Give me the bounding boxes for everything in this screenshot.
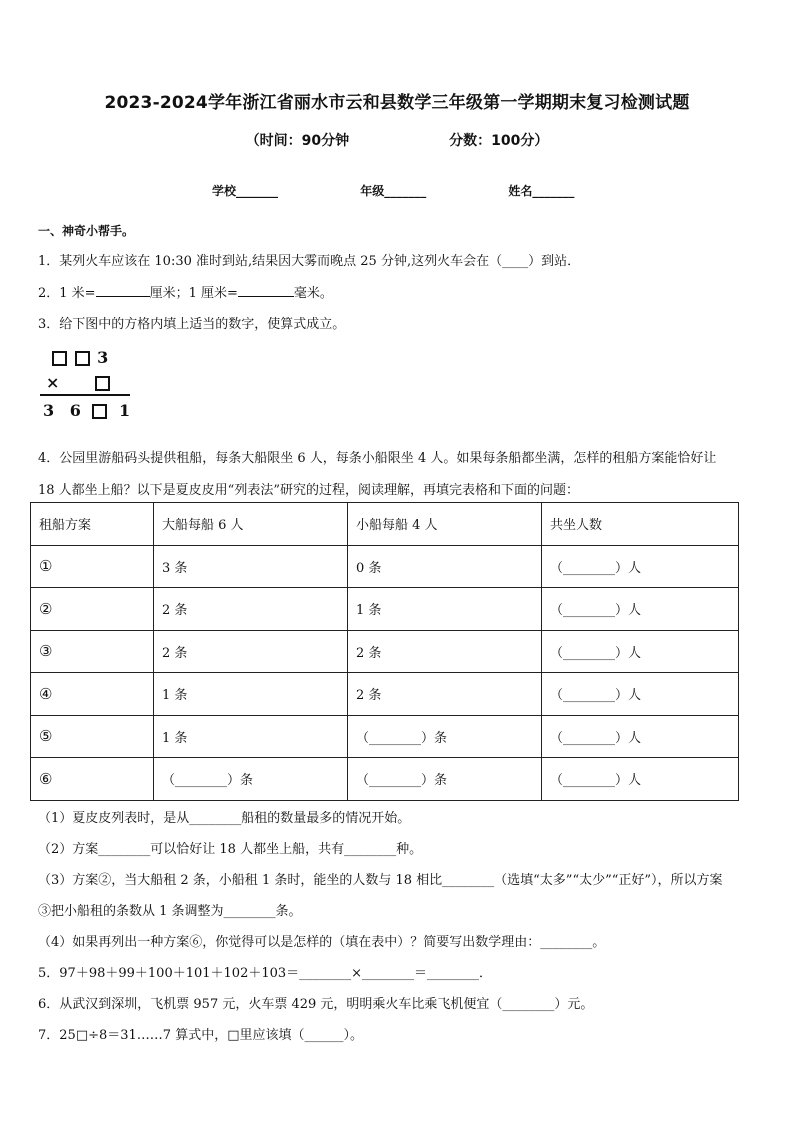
table-cell-blank[interactable]: （________）人 [542,545,739,588]
answer-blank[interactable] [96,284,150,297]
table-cell: 1 条 [348,588,542,631]
question-2-part-a: 2．1 米= [38,286,96,301]
question-2-part-c: 毫米。 [293,286,333,301]
table-row [31,588,739,631]
student-info [212,182,574,199]
question-4-line-2: 18 人都坐上船？以下是夏皮皮用“列表法”研究的过程，阅读理解，再填完表格和下面的问题： [38,483,579,498]
answer-blank[interactable] [238,284,294,297]
table-header: 租船方案 [31,503,154,546]
question-1: 1．某列火车应该在 10:30 准时到站,结果因大雾而晚点 25 分钟,这列火车会在（____）到站． [38,254,581,269]
table-cell: 2 条 [154,630,348,673]
page-title: 2023-2024学年浙江省丽水市云和县数学三年级第一学期期末复习检测试题 [104,93,690,113]
sub-question-1: （1）夏皮皮列表时，是从________船租的数量最多的情况开始。 [38,811,411,826]
table-row [31,758,739,801]
table-cell: 2 条 [154,588,348,631]
plan-number: ① [31,545,154,588]
digit-box[interactable] [95,376,110,391]
digit-box[interactable] [92,404,107,419]
sub-question-4: （4）如果再列出一种方案⑥，你觉得可以是怎样的（填在表中）？简要写出数学理由：________。 [38,935,606,950]
table-cell-blank[interactable]: （________）人 [542,715,739,758]
table-cell-blank[interactable]: （________）条 [348,715,542,758]
plan-number: ③ [31,630,154,673]
table-header: 共坐人数 [542,503,739,546]
question-6: 6．从武汉到深圳，飞机票 957 元，火车票 429 元，明明乘火车比乘飞机便宜（________）元。 [38,997,594,1012]
question-2 [38,282,333,301]
table-cell: 2 条 [348,630,542,673]
digit-box[interactable] [52,351,67,366]
question-5: 5．97＋98＋99＋100＋101＋102＋103＝________×________＝________． [38,966,493,981]
school-field[interactable]: 学校_______ [212,184,279,198]
name-field[interactable]: 姓名_______ [508,184,575,198]
rental-plan-table [30,502,739,801]
digit-box[interactable] [75,351,90,366]
question-4-line-1: 4．公园里游船码头提供租船，每条大船限坐 6 人，每条小船限坐 4 人。如果每条船都坐满，怎样的租船方案能恰好让 [38,451,717,466]
question-2-part-b: 厘米；1 厘米= [149,286,238,301]
multiplication-puzzle [40,345,140,425]
table-header: 大船每船 6 人 [154,503,348,546]
exam-time: （时间：90分钟 [245,133,350,149]
question-7: 7．25□÷8＝31……7 算式中，□里应该填（______）。 [38,1028,363,1043]
table-cell: 1 条 [154,715,348,758]
table-cell: 0 条 [348,545,542,588]
table-cell-blank[interactable]: （________）人 [542,630,739,673]
sub-question-3-line-2: ③把小船租的条数从 1 条调整为________条。 [38,904,302,919]
table-cell-blank[interactable]: （________）人 [542,758,739,801]
table-header-row [31,503,739,546]
puzzle-digit: 1 [119,401,131,420]
table-cell-blank[interactable]: （________）条 [154,758,348,801]
table-row [31,545,739,588]
table-row [31,715,739,758]
table-cell-blank[interactable]: （________）人 [542,588,739,631]
exam-meta [0,130,794,150]
table-cell: 3 条 [154,545,348,588]
puzzle-digit: 3 [43,401,55,420]
table-cell: 1 条 [154,673,348,716]
table-row [31,630,739,673]
table-row [31,673,739,716]
exam-score: 分数：100分） [449,133,549,149]
plan-number: ⑥ [31,758,154,801]
table-cell: 2 条 [348,673,542,716]
section-heading: 一、神奇小帮手。 [38,224,135,238]
question-3: 3．给下图中的方格内填上适当的数字，使算式成立。 [38,317,346,332]
sub-question-3-line-1: （3）方案②，当大船租 2 条，小船租 1 条时，能坐的人数与 18 相比________（选填“太多”“太少”“正好”），所以方案 [38,873,723,888]
plan-number: ④ [31,673,154,716]
sub-question-2: （2）方案________可以恰好让 18 人都坐上船，共有________种。 [38,842,423,857]
puzzle-digit: 6 [69,401,81,420]
plan-number: ② [31,588,154,631]
grade-field[interactable]: 年级_______ [360,184,427,198]
table-cell-blank[interactable]: （________）人 [542,673,739,716]
plan-number: ⑤ [31,715,154,758]
puzzle-divider [40,394,130,396]
table-header: 小船每船 4 人 [348,503,542,546]
times-sign: × [46,373,60,392]
table-cell-blank[interactable]: （________）条 [348,758,542,801]
puzzle-digit: 3 [97,348,109,367]
